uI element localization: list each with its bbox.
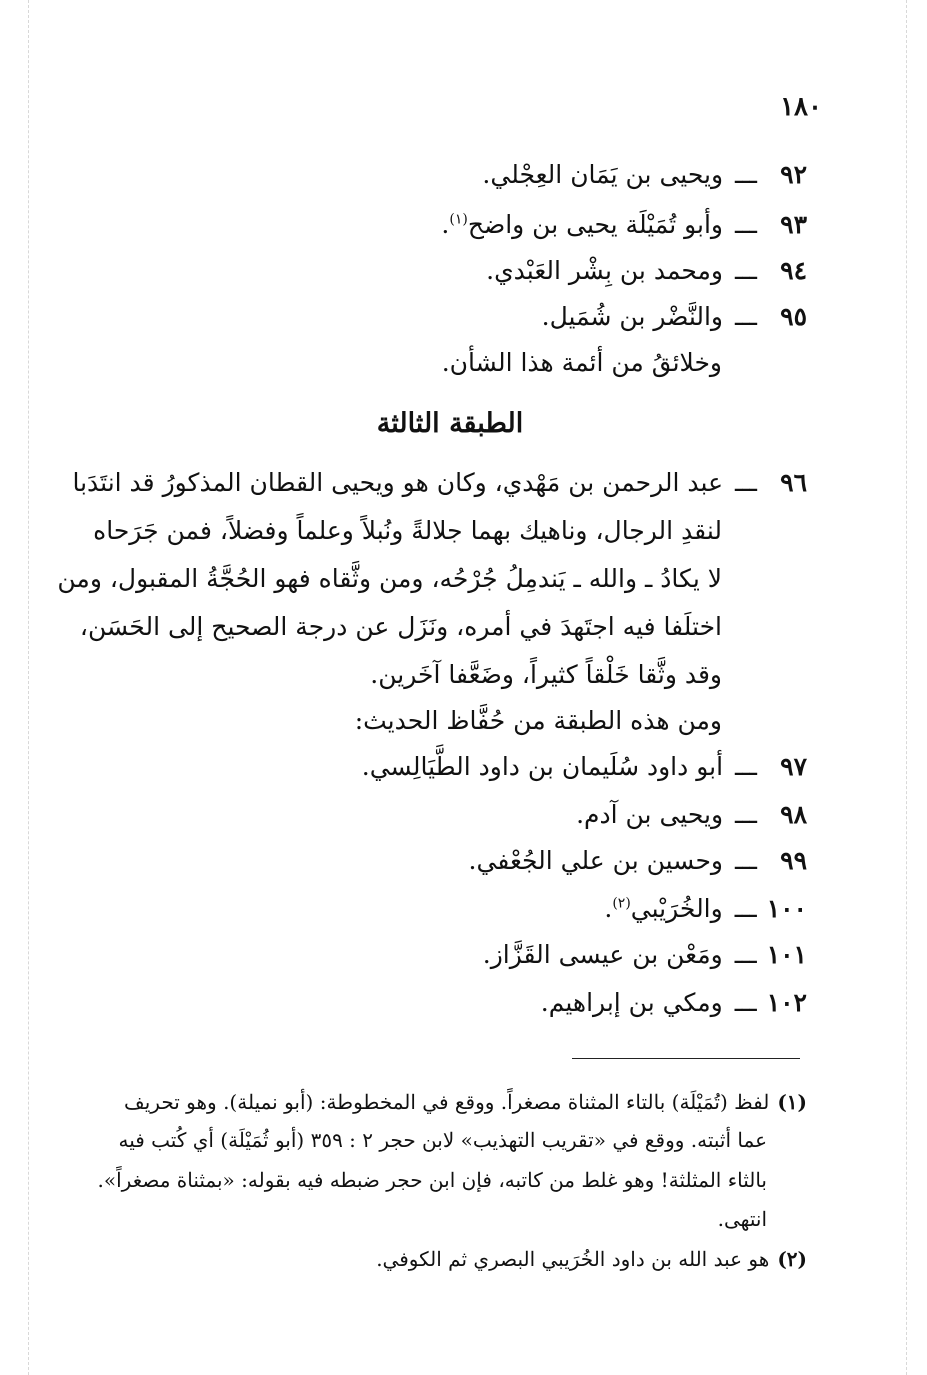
entry-number: ٩٨ (780, 800, 807, 829)
footnote-ref: (٢) (612, 895, 631, 912)
footnote-2 (117, 1247, 807, 1271)
scan-edge-left (28, 0, 29, 1375)
footnote-text-line: لفظ (تُمَيْلَة) بالتاء المثناة مصغراً. ووقع في المخطوطة: (أبو نميلة). وهو تحريف (124, 1090, 770, 1114)
entry-text: ويحيى بن يَمَان العِجْلي. (482, 160, 724, 189)
entry-number: ٩٧ (780, 752, 807, 781)
footnote-text-line: انتهى. (717, 1207, 767, 1231)
list-item (362, 752, 807, 782)
footnote-text-line: هو عبد الله بن داود الخُرَيبي البصري ثم الكوفي. (376, 1247, 770, 1271)
entry-number: ٩٥ (780, 302, 807, 331)
entry-dash: ـــ (734, 940, 757, 969)
entry-text: أبو داود سُلَيمان بن داود الطَّيَالِسي. (361, 752, 724, 781)
entry-text-line: لا يكادُ ـ والله ـ يَندمِلُ جُرْحُه، ومن وثَّقاه فهو الحُجَّةُ المقبول، ومن (57, 564, 722, 593)
sub-intro: ومن هذه الطبقة من حُفَّاظ الحديث: (354, 706, 722, 735)
entry-number: ١٠٠ (766, 894, 807, 923)
entry-number: ٩٩ (780, 846, 807, 875)
scan-edge-right (906, 0, 907, 1375)
entry-dash: ـــ (735, 160, 757, 189)
entry-text-line: وقد وثَّقا خَلْقاً كثيراً، وضَعَّفا آخَرين. (370, 660, 722, 689)
footnote-text-line: عما أثبته. ووقع في «تقريب التهذيب» لابن حجر ٢ : ٣٥٩ (أبو ثُمَيْلَة) أي كُتب فيه (118, 1128, 767, 1152)
entry-text-line: لنقدِ الرجال، وناهيك بهما جلالةً ونُبلاً وعلماً وفضلاً، فمن جَرَحاه (93, 516, 722, 545)
entry-text-line: اختلَفا فيه اجتَهدَ في أمره، ونَزَل عن درجة الصحيح إلى الحَسَن، (79, 612, 722, 641)
entry-number: ١٠٢ (766, 988, 807, 1017)
entry-dash: ـــ (735, 210, 757, 239)
list-item (482, 160, 807, 190)
list-item (72, 468, 807, 498)
entry-number: ٩٣ (780, 210, 807, 239)
list-item (486, 256, 807, 286)
entry-text: ومَعْن بن عيسى القَزَّاز. (482, 940, 723, 969)
entry-number: ٩٢ (780, 160, 807, 189)
entry-text: وحسين بن علي الجُعْفي. (468, 846, 724, 875)
entry-dash: ـــ (735, 752, 757, 781)
footnote-separator (572, 1058, 800, 1059)
entry-text: والخُرَيْبي (630, 894, 723, 923)
entry-text: وأبو تُمَيْلَة يحيى بن واضح (467, 210, 724, 239)
entry-number: ٩٦ (780, 468, 807, 497)
list-item (483, 940, 807, 970)
entry-text: ومكي بن إبراهيم. (540, 988, 723, 1017)
list-item (469, 846, 807, 876)
closing-line: وخلائقُ من أئمة هذا الشأن. (441, 348, 722, 377)
list-item (576, 800, 807, 830)
entry-dash: ـــ (735, 256, 757, 285)
entry-dash: ـــ (734, 894, 757, 923)
entry-text: ومحمد بن بِشْر العَبْدي. (486, 256, 724, 285)
entry-number: ١٠١ (766, 940, 807, 969)
entry-number: ٩٤ (780, 256, 807, 285)
list-item (542, 302, 807, 332)
entry-dash: ـــ (734, 988, 757, 1017)
entry-dash: ـــ (735, 302, 757, 331)
footnote-text-line: بالثاء المثلثة! وهو غلط من كاتبه، فإن ابن حجر ضبطه فيه بقوله: «بمثناة مصغراً». (97, 1168, 767, 1192)
entry-dash: ـــ (735, 800, 757, 829)
entry-text: ويحيى بن آدم. (576, 800, 724, 829)
entry-dash: ـــ (735, 846, 757, 875)
list-item (541, 988, 807, 1018)
footnote-mark: (٢) (777, 1247, 807, 1271)
footnote-mark: (١) (777, 1090, 807, 1114)
list-item (441, 210, 807, 240)
footnote-ref: (١) (449, 211, 468, 228)
page-number: ١٨٠ (780, 92, 822, 122)
entry-tail: . (441, 210, 450, 239)
entry-text: والنَّضْر بن شُمَيل. (541, 302, 724, 331)
section-title: الطبقة الثالثة (376, 408, 524, 439)
entry-text-line: عبد الرحمن بن مَهْدي، وكان هو ويحيى القطان المذكورُ قد انتَدَبا (72, 468, 724, 497)
entry-tail: . (604, 894, 613, 923)
list-item (604, 894, 807, 924)
entry-dash: ـــ (735, 468, 757, 497)
footnote-1 (117, 1090, 807, 1114)
